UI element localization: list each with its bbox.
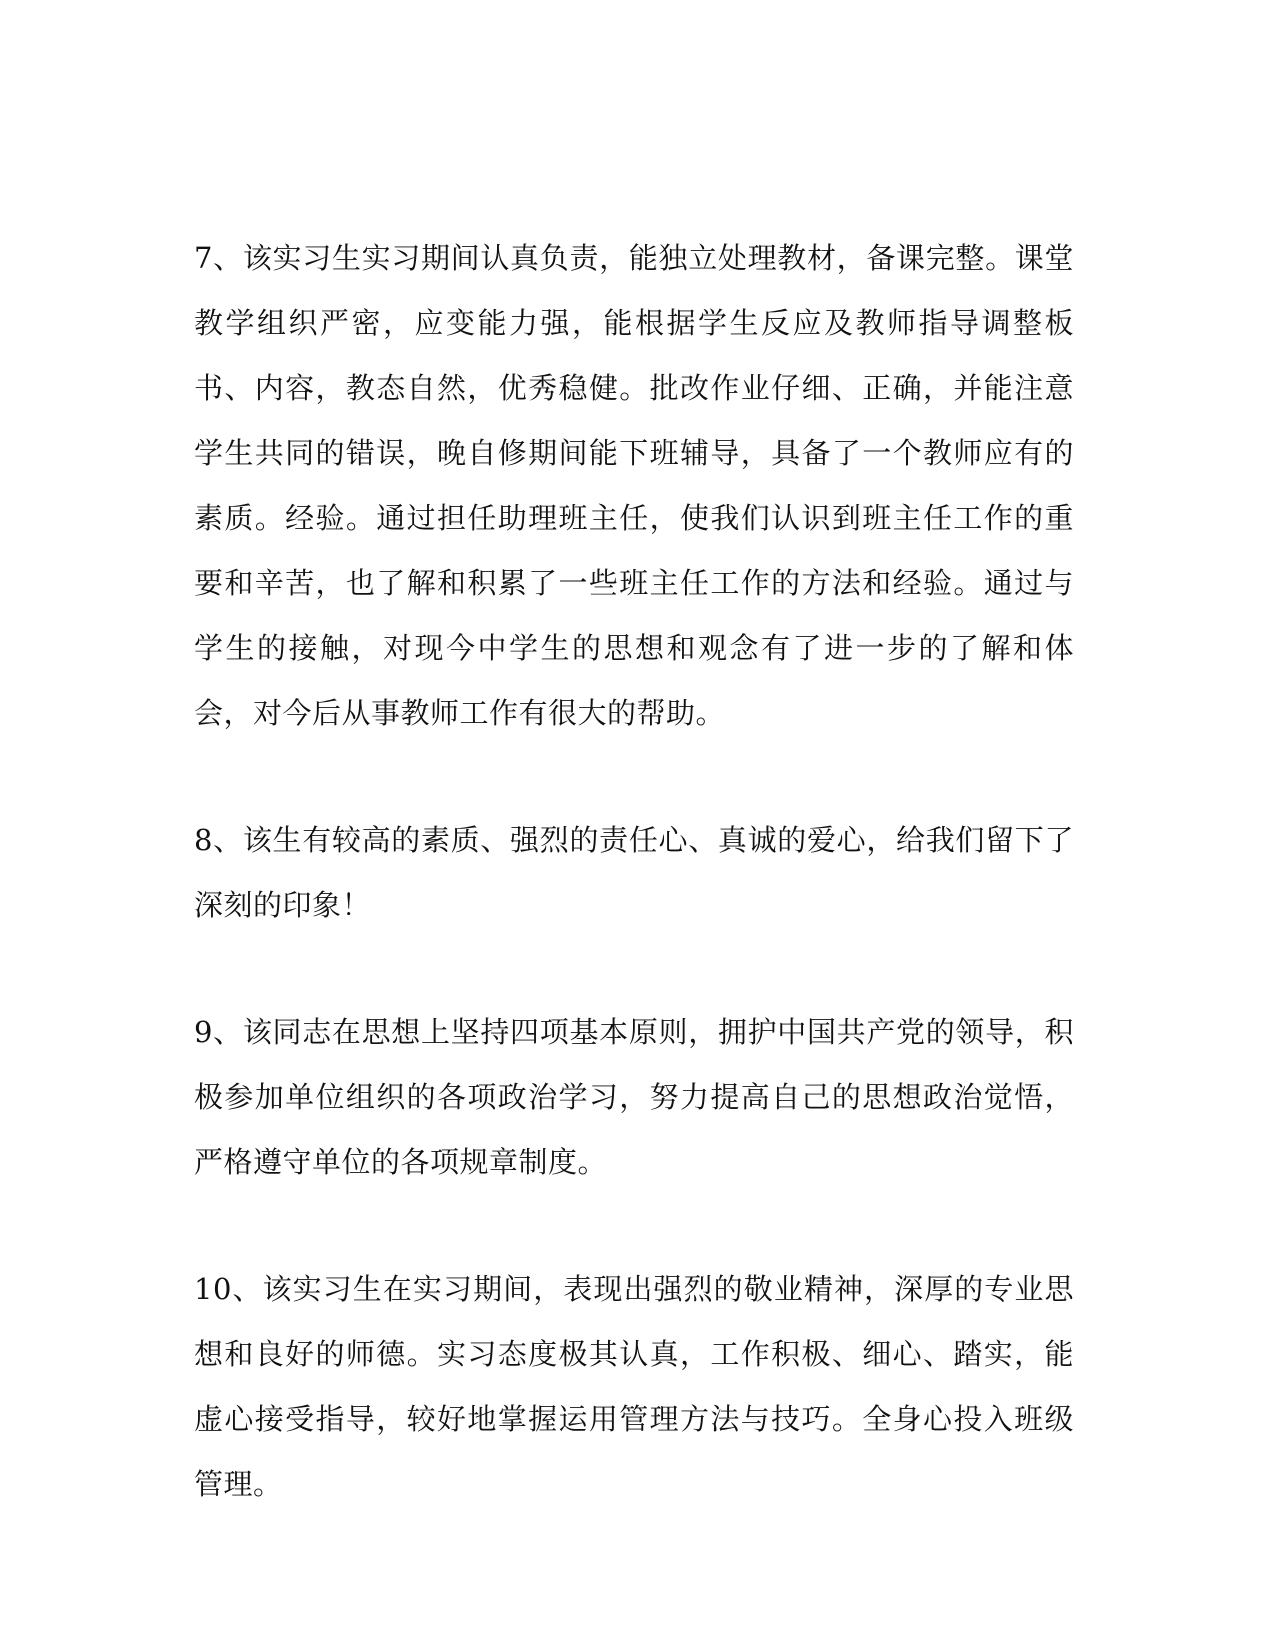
paragraph-8: 8、该生有较高的素质、强烈的责任心、真诚的爱心，给我们留下了深刻的印象！ bbox=[194, 823, 1074, 922]
paragraph-9: 9、该同志在思想上坚持四项基本原则，拥护中国共产党的领导，积极参加单位组织的各项政治学习，努力提高自己的思想政治觉悟，严格遵守单位的各项规章制度。 bbox=[194, 1015, 1074, 1179]
paragraph-7: 7、该实习生实习期间认真负责，能独立处理教材，备课完整。课堂教学组织严密，应变能力强，能根据学生反应及教师指导调整板书、内容，教态自然，优秀稳健。批改作业仔细、正确，并能注意学生共同的错误，晚自修期间能下班辅导，具备了一个教师应有的素质。经验。通过担任助理班主任，使我们认识到班主任工作的重要和辛苦，也了解和积累了一些班主任工作的方法和经验。通过与学生的接触，对现今中学生的思想和观念有了进一步的了解和体会，对今后从事教师工作有很大的帮助。 bbox=[194, 241, 1074, 730]
document-body bbox=[194, 226, 1074, 1517]
paragraph-10: 10、该实习生在实习期间，表现出强烈的敬业精神，深厚的专业思想和良好的师德。实习态度极其认真，工作积极、细心、踏实，能虚心接受指导，较好地掌握运用管理方法与技巧。全身心投入班级管理。 bbox=[194, 1272, 1074, 1501]
